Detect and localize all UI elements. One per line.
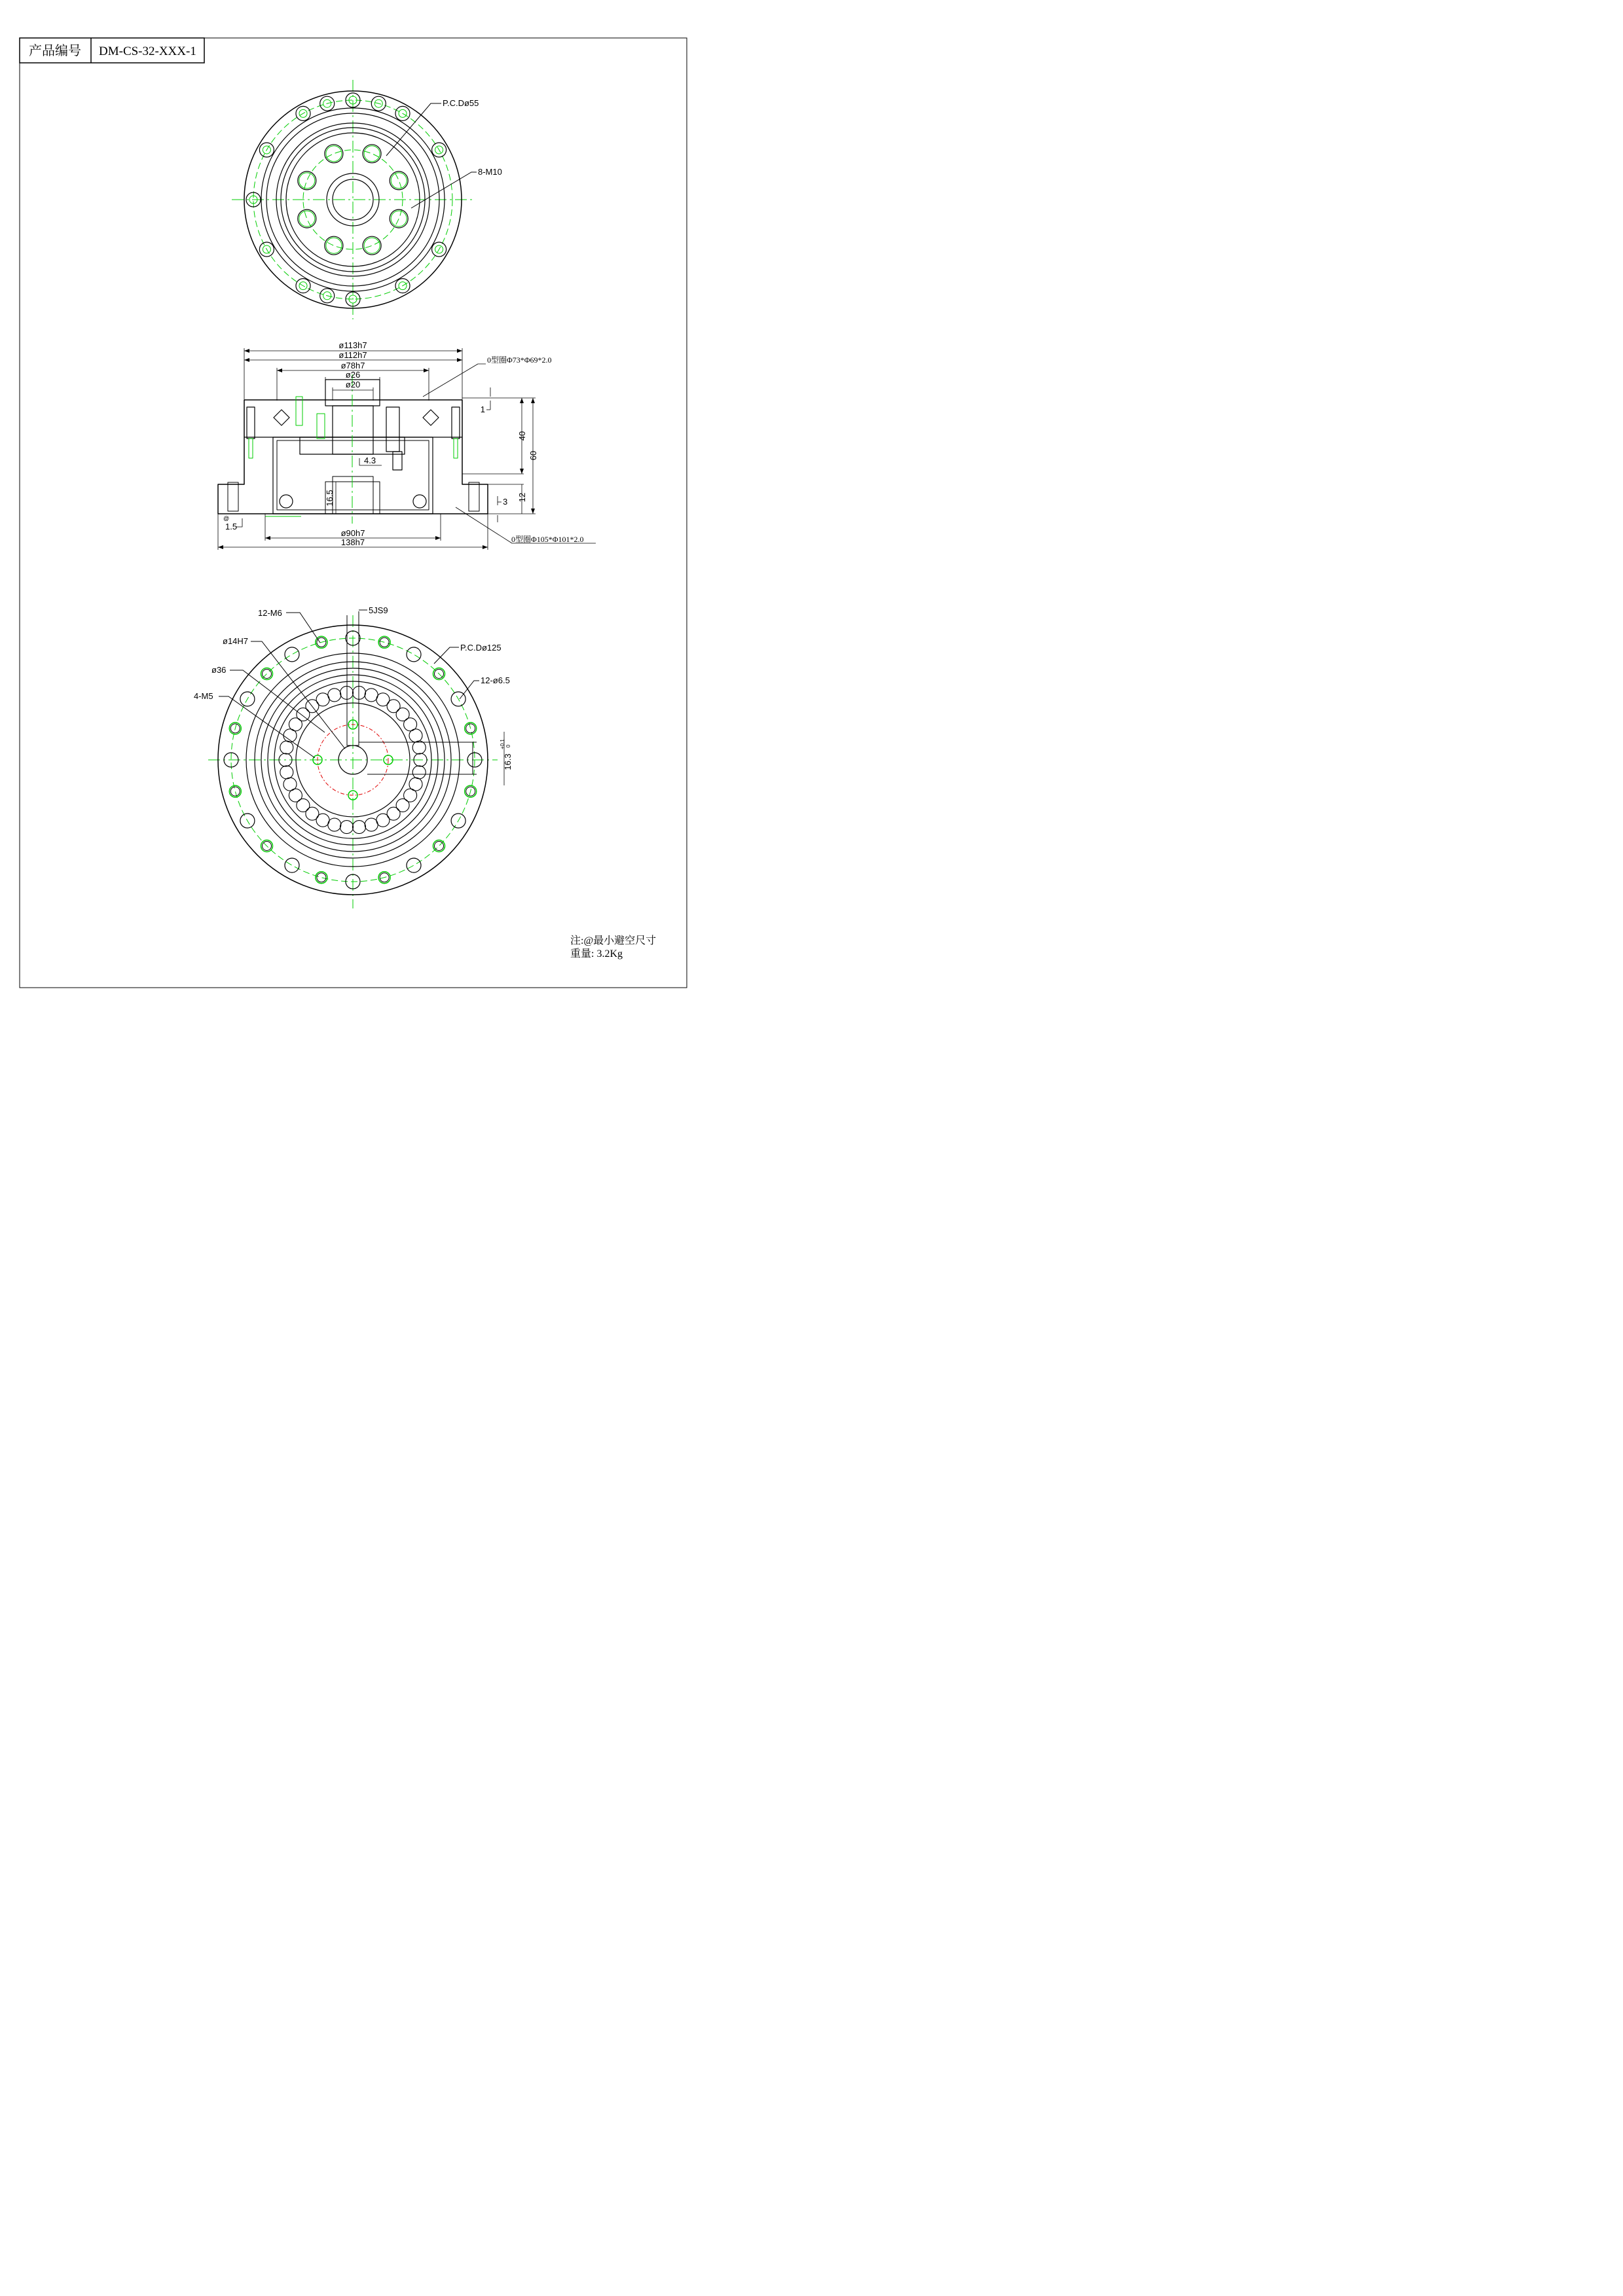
inner-hole-thread: [326, 146, 342, 162]
dim-78-text: ø78h7: [340, 361, 365, 370]
key-label: 5JS9: [369, 605, 388, 615]
section-step-right: [469, 482, 479, 511]
arrow-90-l: [265, 536, 270, 540]
m6-hole: [435, 842, 444, 851]
section-ball-left: [280, 495, 293, 508]
dim-20-text: ø20: [345, 380, 361, 389]
dim-26-text: ø26: [345, 370, 361, 380]
roller: [396, 798, 409, 812]
roller: [306, 807, 319, 820]
arrow-113-r: [457, 349, 462, 353]
roller: [297, 798, 310, 812]
title-block: [20, 38, 204, 63]
inner-hole: [298, 209, 316, 228]
holes65-leader: [460, 681, 479, 699]
inner-hole-thread: [299, 211, 315, 226]
top-ring-2: [266, 113, 439, 286]
note-clearance: 注:@最小避空尺寸: [570, 935, 657, 946]
m6-hole: [263, 670, 272, 679]
flange-hole: [285, 858, 299, 872]
section-housing: [273, 437, 433, 514]
dim-3-text: 3: [503, 497, 508, 507]
inner-hole-thread: [364, 146, 380, 162]
oring-top-leader: [423, 364, 486, 397]
inner-hole: [298, 171, 316, 190]
section-pin: [386, 407, 399, 452]
roller: [340, 821, 354, 834]
roller: [365, 818, 378, 831]
roller: [328, 818, 341, 831]
keyway-tol-lower: 0: [505, 744, 511, 748]
bottom-view: [194, 605, 513, 908]
dim-1-text: 1: [480, 404, 485, 414]
roller: [387, 700, 400, 713]
dim-90-text: ø90h7: [340, 528, 365, 538]
section-arrowheads: [218, 349, 535, 549]
d36-label: ø36: [211, 665, 227, 675]
roller: [396, 708, 409, 721]
roller: [316, 693, 329, 706]
dim-138-text: 138h7: [340, 537, 365, 547]
product-number-value: DM-CS-32-XXX-1: [99, 45, 196, 58]
flange-hole: [407, 858, 421, 872]
inner-hole: [325, 236, 343, 255]
arrow-78-r: [424, 368, 429, 372]
section-bearing-left: [274, 410, 289, 425]
inner-hole-thread: [326, 238, 342, 253]
roller: [280, 766, 293, 779]
inner-hole: [363, 145, 381, 163]
inner-hole-thread: [391, 211, 407, 226]
inner-hole-thread: [299, 173, 315, 188]
m5-leader: [219, 696, 315, 758]
m6-hole-thread: [316, 872, 327, 884]
oring-bottom-label: 0型圈Φ105*Φ101*2.0: [511, 535, 584, 544]
notes-block: [570, 935, 656, 961]
arrow-138-r: [483, 545, 488, 549]
dim-12-text: 12: [517, 492, 527, 503]
roller: [409, 729, 422, 742]
m6-hole-thread: [261, 668, 273, 680]
keyway-text: 16.3: [503, 753, 513, 770]
arrow-60-b: [531, 509, 535, 514]
inner-hole-thread: [364, 238, 380, 253]
dim-4-3-text: 4.3: [364, 456, 376, 465]
arrow-60-t: [531, 398, 535, 403]
section-dimension-lines: [218, 348, 596, 550]
section-hub-mid: [333, 406, 373, 454]
section-ball-right: [413, 495, 426, 508]
arrow-138-l: [218, 545, 223, 549]
inner-hole: [390, 209, 408, 228]
m6-hole: [230, 787, 240, 796]
inner-hole: [363, 236, 381, 255]
section-bolt-right: [452, 407, 460, 439]
roller: [365, 689, 378, 702]
section-green-slot-2: [317, 414, 325, 439]
m5-label: 4-M5: [194, 691, 213, 701]
arrow-112-l: [244, 358, 249, 362]
roller: [328, 689, 341, 702]
d14-label: ø14H7: [223, 636, 249, 646]
m6-leader: [286, 613, 320, 643]
dim-112-text: ø112h7: [338, 350, 367, 360]
flange-hole: [407, 647, 421, 662]
section-bolt-right-shank: [454, 439, 458, 458]
drawing-sheet: [0, 0, 723, 1022]
roller: [353, 821, 366, 834]
inner-hole: [390, 171, 408, 190]
inner-hole: [325, 145, 343, 163]
m6-label: 12-M6: [258, 608, 282, 618]
section-bolt-left-shank: [249, 439, 253, 458]
arrow-112-r: [457, 358, 462, 362]
top-view: [232, 80, 502, 319]
roller: [376, 814, 390, 827]
arrow-90-r: [435, 536, 441, 540]
roller: [289, 718, 302, 731]
pcd125-label: P.C.Dø125: [460, 643, 501, 653]
roller: [412, 766, 426, 779]
oring-top-label: 0型圈Φ73*Φ69*2.0: [487, 355, 552, 365]
section-step-left: [228, 482, 238, 511]
roller: [283, 778, 297, 791]
section-bearing-right: [423, 410, 439, 425]
pcd55-label: P.C.Dø55: [443, 98, 479, 108]
section-bolt-left: [247, 407, 255, 439]
m6-hole-thread: [229, 785, 241, 797]
keyway-tol-upper: +0.1: [500, 739, 505, 749]
arrow-113-l: [244, 349, 249, 353]
note-weight: 重量: 3.2Kg: [570, 948, 623, 960]
dim-40-text: 40: [517, 431, 527, 441]
dim-60-text: 60: [528, 450, 538, 461]
dim-1-5-text: 1.5: [225, 522, 238, 531]
dim-113-text: ø113h7: [338, 340, 367, 350]
m6-hole-thread: [433, 840, 445, 852]
arrow-40-t: [520, 398, 524, 403]
m10-label: 8-M10: [478, 167, 502, 177]
section-green-slot-1: [296, 397, 302, 425]
section-output-bore: [333, 476, 373, 514]
dim-16-5-text: 16.5: [325, 490, 335, 507]
section-view: [218, 340, 596, 550]
roller: [404, 789, 417, 802]
section-outline: [218, 400, 488, 514]
m6-hole: [317, 873, 326, 882]
product-number-label: 产品编号: [29, 44, 81, 58]
technical-drawing: [0, 0, 723, 1022]
roller: [280, 741, 293, 754]
flange-hole: [285, 647, 299, 662]
roller: [412, 741, 426, 754]
arrow-78-l: [277, 368, 282, 372]
dim-at-mark: @: [223, 515, 230, 522]
inner-hole-thread: [391, 173, 407, 188]
arrow-40-b: [520, 469, 524, 474]
holes65-label: 12-ø6.5: [481, 675, 510, 685]
